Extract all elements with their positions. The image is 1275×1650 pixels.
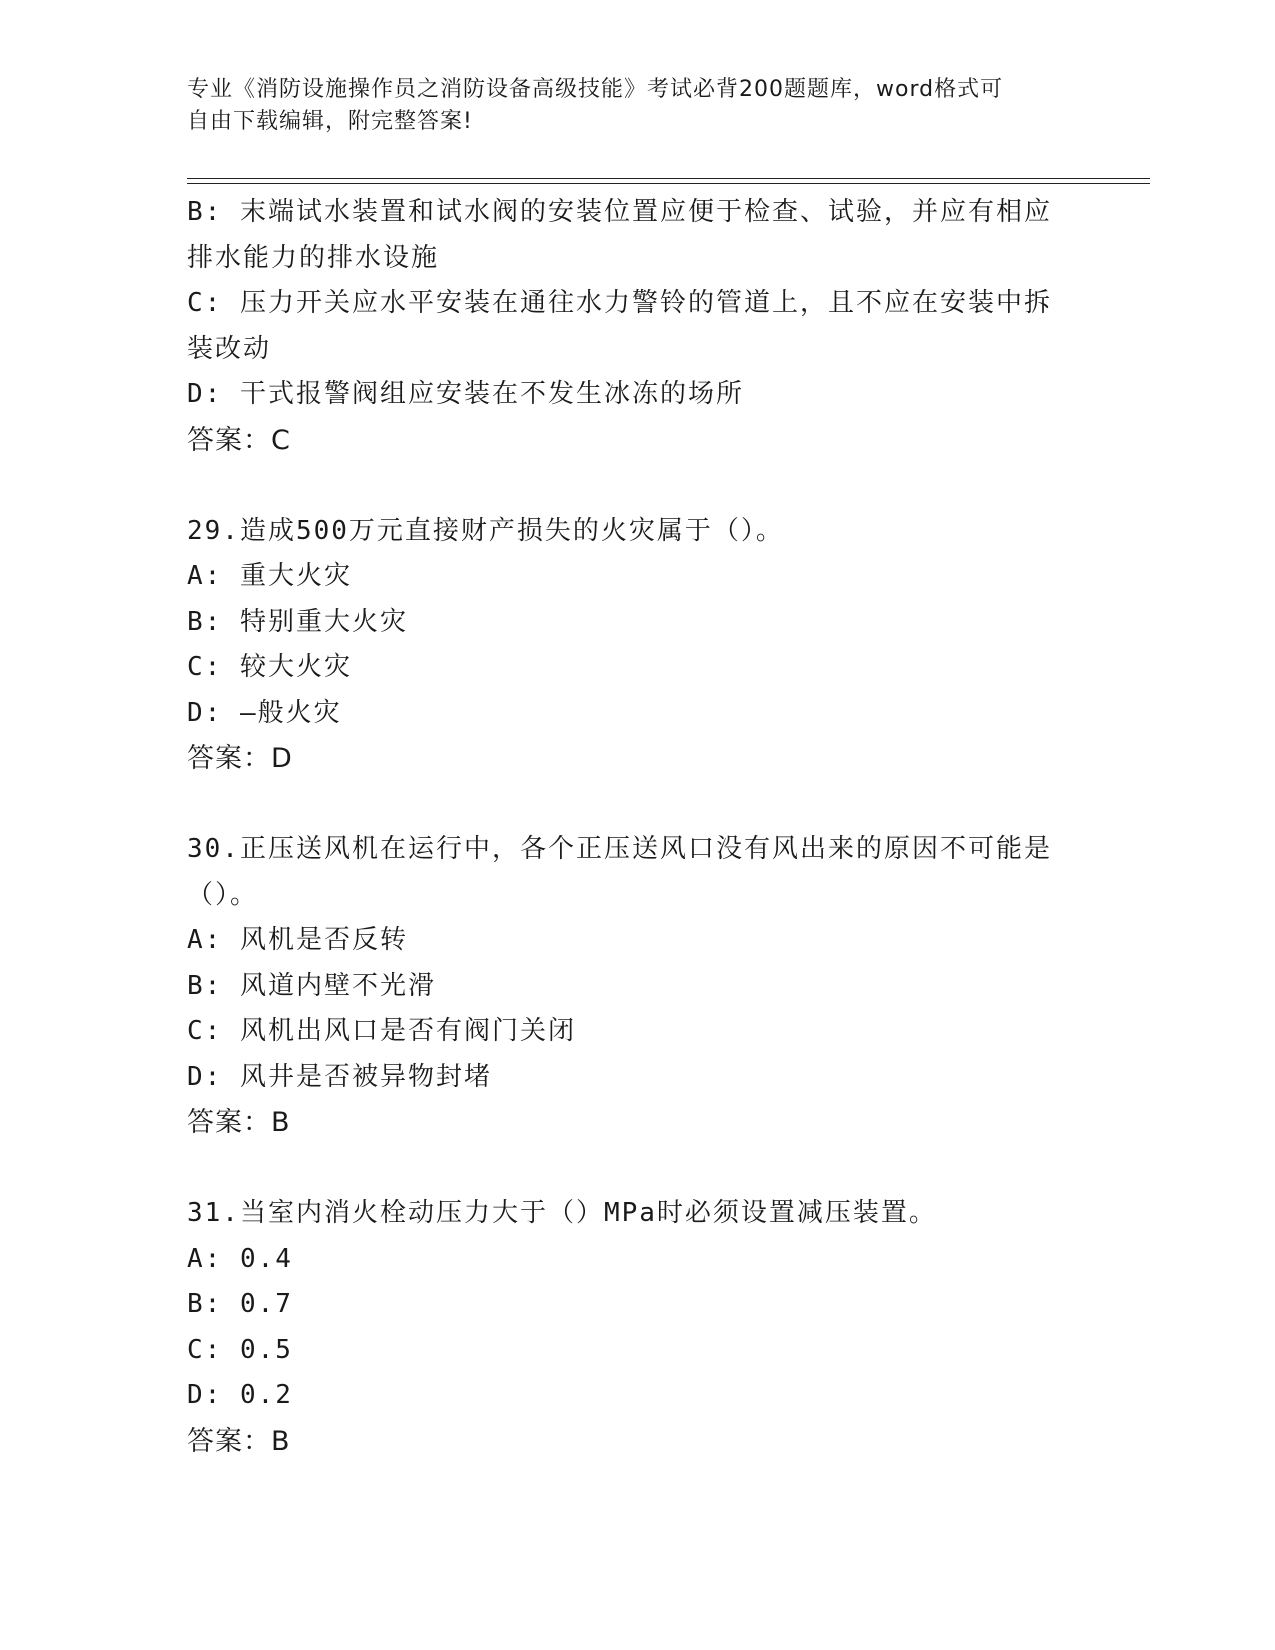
option-d: D: —般火灾: [187, 697, 342, 728]
question-text-line-2: （）。: [187, 879, 259, 910]
option-c-line-2: 装改动: [187, 333, 272, 364]
header-line-2: 自由下载编辑，附完整答案!: [187, 109, 473, 134]
option-b: B: 风道内壁不光滑: [187, 970, 436, 1001]
option-a: A: 风机是否反转: [187, 925, 408, 955]
question-29: [187, 509, 1087, 782]
document-header: [187, 74, 1067, 138]
question-text: 31.当室内消火栓动压力大于（）MPa时必须设置减压装置。: [187, 1198, 937, 1228]
option-b-line-2: 排水能力的排水设施: [187, 242, 440, 273]
question-text-line-1: 30.正压送风机在运行中，各个正压送风口没有风出来的原因不可能是: [187, 834, 1052, 864]
answer: 答案：D: [187, 743, 293, 774]
option-c: C: 0.5: [187, 1334, 293, 1365]
header-rule-bottom: [187, 183, 1150, 184]
document-content: [187, 190, 1087, 1464]
question-28-continuation: [187, 190, 1087, 463]
answer: 答案：B: [187, 1107, 291, 1138]
option-b: B: 0.7: [187, 1289, 293, 1319]
question-31: [187, 1191, 1087, 1464]
option-c-line-1: C: 压力开关应水平安装在通往水力警铃的管道上，且不应在安装中拆: [187, 288, 1052, 318]
option-d: D: 风井是否被异物封堵: [187, 1061, 492, 1092]
header-rule-top: [187, 178, 1150, 179]
option-a: A: 重大火灾: [187, 561, 352, 591]
option-a: A: 0.4: [187, 1243, 293, 1274]
option-c: C: 较大火灾: [187, 652, 352, 682]
option-b-line-1: B: 末端试水装置和试水阀的安装位置应便于检查、试验，并应有相应: [187, 197, 1052, 227]
header-line-1: 专业《消防设施操作员之消防设备高级技能》考试必背200题题库，word格式可: [187, 77, 1004, 102]
question-text: 29.造成500万元直接财产损失的火灾属于（）。: [187, 515, 784, 546]
question-30: [187, 827, 1087, 1146]
option-b: B: 特别重大火灾: [187, 606, 408, 637]
option-c: C: 风机出风口是否有阀门关闭: [187, 1016, 576, 1046]
option-d: D: 0.2: [187, 1380, 293, 1410]
option-d: D: 干式报警阀组应安装在不发生冰冻的场所: [187, 379, 744, 409]
answer: 答案：C: [187, 424, 291, 456]
answer: 答案：B: [187, 1425, 291, 1457]
